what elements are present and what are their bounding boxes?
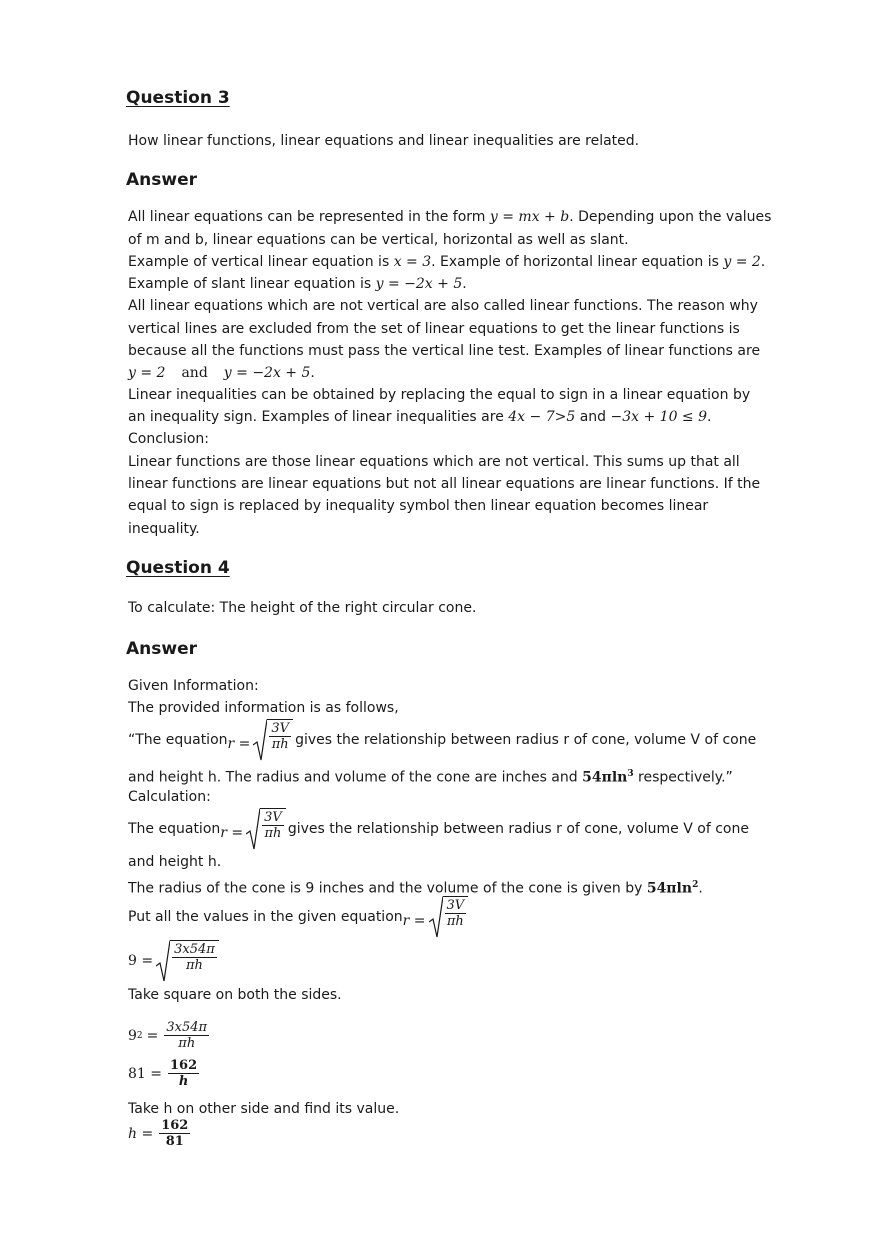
q4-text: Put all the values in the given equation — [128, 909, 403, 925]
q3-text: . — [707, 409, 712, 425]
sqrt-expression — [246, 808, 286, 850]
q4-math: r = — [220, 825, 244, 841]
q4-math-superscript: 3 — [627, 769, 634, 779]
sqrt-expression — [156, 940, 219, 982]
q4-text: . — [698, 880, 703, 897]
equation-lhs: 9 = — [128, 953, 154, 969]
fraction-denominator: πh — [185, 958, 203, 973]
q3-paragraph-line: of m and b, linear equations can be vertical, horizontal as well as slant. — [128, 232, 629, 248]
q4-math-superscript: 2 — [692, 880, 699, 890]
q3-math: y = mx + b — [489, 209, 570, 225]
fraction-denominator: πh — [264, 826, 282, 841]
q3-paragraph-line: linear functions are linear equations but not all linear equations are linear functions. If the — [128, 476, 761, 492]
answer-3-heading: Answer — [126, 170, 197, 190]
fraction-numerator: 162 — [161, 1118, 189, 1133]
q3-paragraph-line: All linear equations which are not vertical are also called linear functions. The reason why — [128, 298, 758, 314]
q3-paragraph-line — [128, 275, 467, 293]
q3-math: and — [181, 365, 208, 381]
equation-lhs: 9 — [128, 1027, 137, 1044]
q3-text: . Depending upon the values — [569, 209, 772, 225]
q3-paragraph-line: because all the functions must pass the vertical line test. Examples of linear functions are — [128, 343, 761, 359]
q4-paragraph-line: The provided information is as follows, — [128, 700, 399, 716]
equation-9-squared — [128, 1020, 209, 1051]
question-4-prompt: To calculate: The height of the right circular cone. — [128, 600, 477, 616]
fraction-denominator: 81 — [165, 1134, 184, 1149]
fraction-numerator: 3V — [446, 898, 465, 913]
q4-text: respectively.” — [633, 769, 733, 786]
q4-paragraph-line: Take h on other side and find its value. — [128, 1101, 400, 1117]
q3-paragraph-line: vertical lines are excluded from the set of linear equations to get the linear functions is — [128, 321, 740, 337]
fraction-numerator: 3V — [271, 721, 290, 736]
q4-text: and height h. The radius and volume of the cone are inches and — [128, 769, 583, 786]
q4-text: The equation — [128, 821, 221, 837]
fraction-denominator: πh — [178, 1036, 196, 1051]
question-4-heading: Question 4 — [126, 558, 230, 578]
fraction-numerator: 3V — [264, 810, 282, 825]
question-3-heading: Question 3 — [126, 88, 230, 108]
q4-text: The radius of the cone is 9 inches and the volume of the cone is given by — [128, 880, 647, 897]
q3-text: an inequality sign. Examples of linear inequalities are — [128, 409, 509, 425]
fraction-denominator: h — [178, 1074, 189, 1089]
radical-sign-icon — [253, 719, 267, 761]
q3-math: x = 3 — [393, 254, 432, 270]
radical-sign-icon — [246, 808, 260, 850]
q4-text: “The equation — [128, 732, 228, 748]
fraction-denominator: πh — [446, 914, 464, 929]
q4-math: r = — [227, 736, 251, 752]
q4-paragraph-line — [128, 876, 703, 898]
sqrt-expression — [429, 896, 469, 938]
q3-paragraph-line: inequality. — [128, 521, 200, 537]
q4-paragraph-line — [128, 719, 756, 761]
q4-paragraph-line: Take square on both the sides. — [128, 987, 342, 1003]
question-3-prompt: How linear functions, linear equations and linear inequalities are related. — [128, 133, 640, 149]
equation-equals: = — [146, 1027, 159, 1044]
q3-paragraph-line — [128, 408, 711, 426]
q3-paragraph-line — [128, 253, 765, 271]
q3-text: . — [462, 276, 467, 292]
q4-text: gives the relationship between radius r of cone, volume V of cone — [295, 732, 757, 748]
q3-paragraph-line: Linear functions are those linear equations which are not vertical. This sums up that all — [128, 454, 740, 470]
radical-sign-icon — [429, 896, 443, 938]
q3-text: Example of slant linear equation is — [128, 276, 376, 292]
q4-text: gives the relationship between radius r of cone, volume V of cone — [287, 821, 749, 837]
q3-paragraph-line: equal to sign is replaced by inequality symbol then linear equation becomes linear — [128, 498, 709, 514]
q4-math: 54πln — [582, 769, 628, 786]
q3-math: y = −2x + 5 — [223, 365, 311, 381]
q3-math: y = 2 — [128, 365, 166, 381]
fraction-numerator: 3x54π — [174, 942, 215, 957]
q3-text: Example of vertical linear equation is — [128, 254, 394, 270]
q4-paragraph-line — [128, 765, 733, 787]
radical-sign-icon — [156, 940, 170, 982]
q4-paragraph-line: and height h. — [128, 854, 222, 870]
equation-lhs: 81 = — [128, 1065, 162, 1082]
q4-paragraph-line — [128, 896, 468, 938]
fraction-numerator: 3x54π — [166, 1020, 208, 1035]
q3-text: All linear equations can be represented in the form — [128, 209, 490, 225]
equation-81 — [128, 1058, 199, 1089]
q3-paragraph-line — [128, 364, 315, 382]
q3-paragraph-line: Conclusion: — [128, 431, 210, 447]
q3-paragraph-line: Linear inequalities can be obtained by replacing the equal to sign in a linear equation by — [128, 387, 751, 403]
q3-math: −3x + 10 ≤ 9 — [610, 409, 708, 425]
equation-superscript: 2 — [136, 1030, 143, 1041]
q3-math: y = −2x + 5 — [375, 276, 463, 292]
q3-math: 4x − 7>5 — [508, 409, 576, 425]
q3-paragraph-line — [128, 208, 771, 226]
q3-math: y = 2 — [723, 254, 761, 270]
q4-paragraph-line: Given Information: — [128, 678, 259, 694]
q3-text: and — [575, 409, 611, 425]
equation-h — [128, 1118, 190, 1149]
sqrt-expression — [253, 719, 293, 761]
fraction-numerator: 162 — [170, 1058, 198, 1073]
q4-paragraph-line: Calculation: — [128, 789, 211, 805]
q3-text: . — [760, 254, 766, 270]
q4-math: r = — [402, 913, 426, 929]
q3-math: . — [310, 365, 315, 381]
equation-lhs: h = — [128, 1125, 154, 1142]
q4-math: 54πln — [646, 880, 693, 897]
answer-4-heading: Answer — [126, 639, 197, 659]
equation-9-sqrt — [128, 940, 219, 982]
q3-text: . Example of horizontal linear equation is — [431, 254, 724, 270]
fraction-denominator: πh — [271, 737, 289, 752]
q4-paragraph-line — [128, 808, 749, 850]
